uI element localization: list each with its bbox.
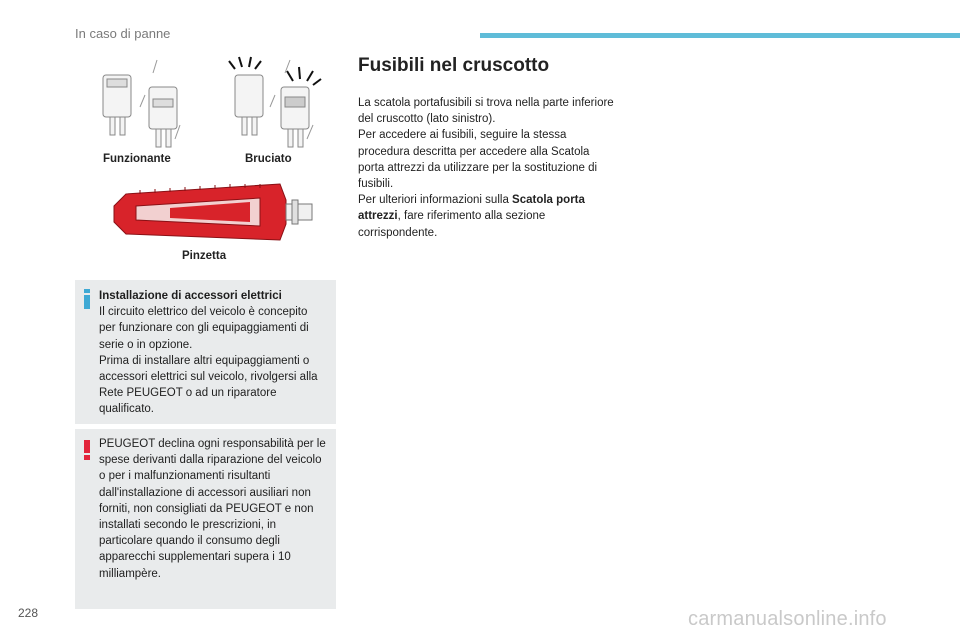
more-info-reference: Scatola porta attrezzi	[358, 194, 585, 223]
paragraph-location: La scatola portafusibili si trova nella parte inferiore del cruscotto (lato sinistro).	[358, 97, 614, 126]
warning-note-text: PEUGEOT declina ogni responsabilità per le spese derivanti dalla riparazione del veicolo o per i malfunzionamenti risultanti dall'installazione di accessori ausiliari non forniti, non consigliati da PEUGEOT e non installati secondo le prescrizioni, in particolare quando il consumo degli apparecchi supplementari supera i 10 milliampère.	[99, 438, 326, 580]
info-note	[75, 280, 336, 424]
fuse-ok-label: Funzionante	[103, 153, 171, 165]
warning-note	[75, 429, 336, 609]
page-number: 228	[18, 606, 39, 620]
watermark: carmanualsonline.info	[688, 608, 887, 630]
info-icon	[84, 289, 90, 309]
tweezers-illustration	[110, 180, 320, 246]
body-text	[358, 95, 618, 241]
fuse-burnt-pair	[235, 75, 309, 147]
paragraph-access: Per accedere ai fusibili, seguire la stessa procedura descritta per accedere alla Scatola porta attrezzi da utilizzare per la sostituzione di fusibili.	[358, 129, 598, 191]
fuse-illustration	[85, 55, 345, 155]
warning-icon	[84, 440, 90, 460]
more-info-suffix: , fare riferimento alla sezione corrispondente.	[358, 210, 546, 239]
info-note-text: Il circuito elettrico del veicolo è concepito per funzionare con gli equipaggiamenti di serie o in opzione. Prima di installare altri equipaggiamenti o accessori elettrici sul veicolo, rivolgersi alla Rete PEUGEOT o ad un riparatore qualificato.	[99, 306, 318, 416]
fuse-burnt-label: Bruciato	[245, 153, 292, 165]
page-title: Fusibili nel cruscotto	[358, 55, 550, 76]
tweezers-label: Pinzetta	[182, 250, 227, 262]
section-header: In caso di panne	[75, 26, 171, 41]
fuse-ok-pair	[103, 75, 177, 147]
info-note-heading: Installazione di accessori elettrici	[99, 290, 282, 302]
header-accent-bar	[480, 33, 960, 38]
paragraph-more-info	[358, 192, 618, 241]
more-info-prefix: Per ulteriori informazioni sulla	[358, 194, 513, 207]
